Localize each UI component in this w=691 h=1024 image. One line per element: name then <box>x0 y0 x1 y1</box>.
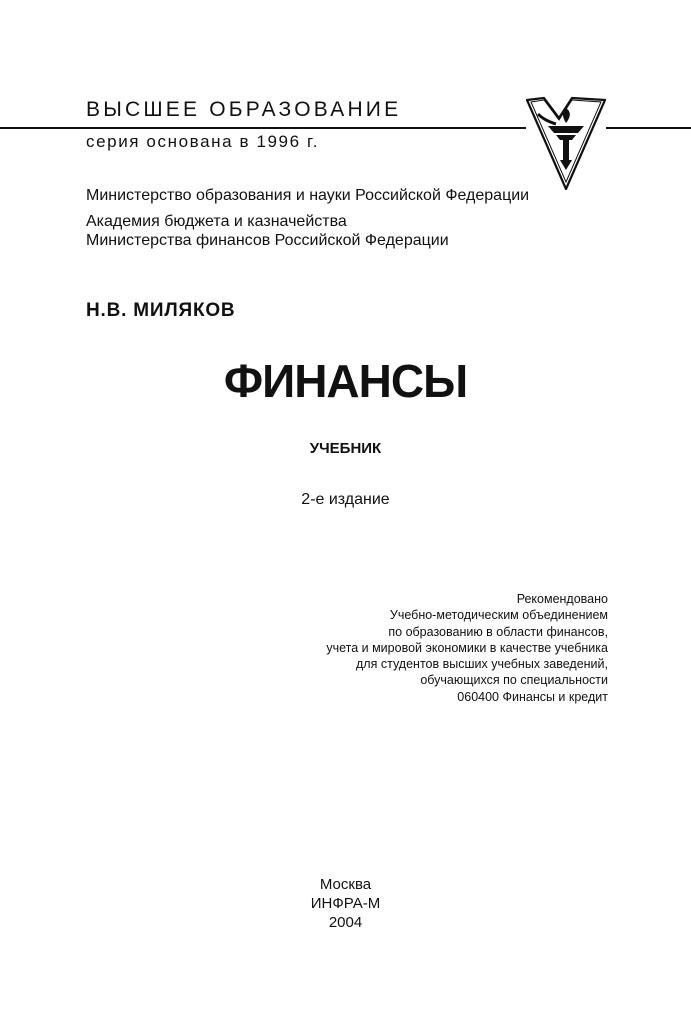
publisher-emblem-icon <box>526 96 606 190</box>
series-subtitle: серия основана в 1996 г. <box>86 132 320 151</box>
author-name: Н.В. МИЛЯКОВ <box>86 300 236 321</box>
imprint-block <box>0 875 691 932</box>
book-type: УЧЕБНИК <box>309 440 382 457</box>
recommendation-line: 060400 Финансы и кредит <box>457 689 608 704</box>
recommendation-line: Учебно-методическим объединением <box>389 608 608 623</box>
recommendation-line: для студентов высших учебных заведений, <box>356 657 608 672</box>
recommendation-block <box>326 591 608 705</box>
recommendation-line: учета и мировой экономики в качестве учебника <box>326 640 608 655</box>
imprint-year: 2004 <box>328 914 363 931</box>
imprint-publisher: ИНФРА-М <box>310 895 381 912</box>
imprint-city: Москва <box>319 876 372 893</box>
organization-line: Министерства финансов Российской Федерации <box>86 232 449 249</box>
organization-line: Академия бюджета и казначейства <box>86 213 347 230</box>
recommendation-line: обучающихся по специальности <box>420 673 608 688</box>
edition: 2-е издание <box>301 491 390 508</box>
recommendation-line: по образованию в области финансов, <box>388 624 608 639</box>
book-title: ФИНАНСЫ <box>223 355 468 407</box>
recommendation-line: Рекомендовано <box>516 592 608 606</box>
organization-line: Министерство образования и науки Российской Федерации <box>86 187 530 204</box>
series-title: ВЫСШЕЕ ОБРАЗОВАНИЕ <box>86 98 402 121</box>
